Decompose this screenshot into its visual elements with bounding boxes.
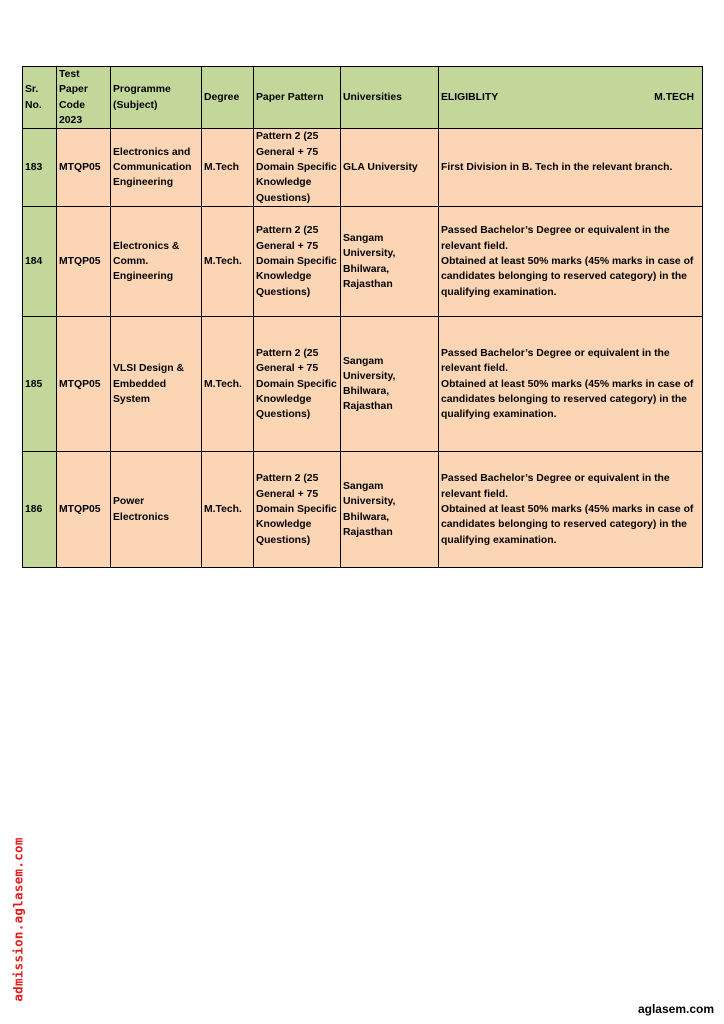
sr-no-cell: 185	[23, 317, 57, 452]
header-degree: Degree	[202, 67, 254, 129]
table-row	[23, 207, 703, 317]
header-programme: Programme (Subject)	[111, 67, 202, 129]
table-header-row	[23, 67, 703, 129]
sr-no-cell: 186	[23, 452, 57, 568]
programme-cell: Electronics and Communication Engineering	[111, 129, 202, 207]
degree-cell: M.Tech.	[202, 207, 254, 317]
header-eligibility	[439, 67, 703, 129]
programme-cell: Electronics & Comm. Engineering	[111, 207, 202, 317]
eligibility-table	[22, 66, 703, 568]
header-paper-code: Test Paper Code 2023	[57, 67, 111, 129]
university-cell: Sangam University, Bhilwara, Rajasthan	[341, 207, 439, 317]
table-row	[23, 129, 703, 207]
header-sr-no: Sr. No.	[23, 67, 57, 129]
university-cell: Sangam University, Bhilwara, Rajasthan	[341, 452, 439, 568]
university-cell: Sangam University, Bhilwara, Rajasthan	[341, 317, 439, 452]
degree-cell: M.Tech	[202, 129, 254, 207]
header-paper-pattern: Paper Pattern	[254, 67, 341, 129]
sr-no-cell: 184	[23, 207, 57, 317]
table-row	[23, 317, 703, 452]
eligibility-cell: Passed Bachelor’s Degree or equivalent in the relevant field. Obtained at least 50% marks (45% marks in case of candidates belonging to reserved category) in the qualifying examination.	[439, 317, 703, 452]
programme-cell: Power Electronics	[111, 452, 202, 568]
programme-cell: VLSI Design & Embedded System	[111, 317, 202, 452]
footer-site-name: aglasem.com	[637, 1002, 714, 1016]
eligibility-cell: Passed Bachelor’s Degree or equivalent in the relevant field. Obtained at least 50% marks (45% marks in case of candidates belonging to reserved category) in the qualifying examination.	[439, 207, 703, 317]
side-watermark: admission.aglasem.com	[10, 837, 26, 1002]
degree-cell: M.Tech.	[202, 317, 254, 452]
paper-pattern-cell: Pattern 2 (25 General + 75 Domain Specific Knowledge Questions)	[254, 317, 341, 452]
degree-cell: M.Tech.	[202, 452, 254, 568]
paper-code-cell: MTQP05	[57, 129, 111, 207]
eligibility-cell: First Division in B. Tech in the relevant branch.	[439, 129, 703, 207]
paper-pattern-cell: Pattern 2 (25 General + 75 Domain Specific Knowledge Questions)	[254, 207, 341, 317]
eligibility-cell: Passed Bachelor’s Degree or equivalent in the relevant field. Obtained at least 50% marks (45% marks in case of candidates belonging to reserved category) in the qualifying examination.	[439, 452, 703, 568]
paper-pattern-cell: Pattern 2 (25 General + 75 Domain Specific Knowledge Questions)	[254, 129, 341, 207]
header-universities: Universities	[341, 67, 439, 129]
paper-code-cell: MTQP05	[57, 207, 111, 317]
header-eligibility-degree: M.TECH	[654, 91, 694, 103]
paper-code-cell: MTQP05	[57, 317, 111, 452]
paper-code-cell: MTQP05	[57, 452, 111, 568]
paper-pattern-cell: Pattern 2 (25 General + 75 Domain Specific Knowledge Questions)	[254, 452, 341, 568]
university-cell: GLA University	[341, 129, 439, 207]
sr-no-cell: 183	[23, 129, 57, 207]
table-row	[23, 452, 703, 568]
header-eligibility-label: ELIGIBLITY	[441, 91, 499, 103]
